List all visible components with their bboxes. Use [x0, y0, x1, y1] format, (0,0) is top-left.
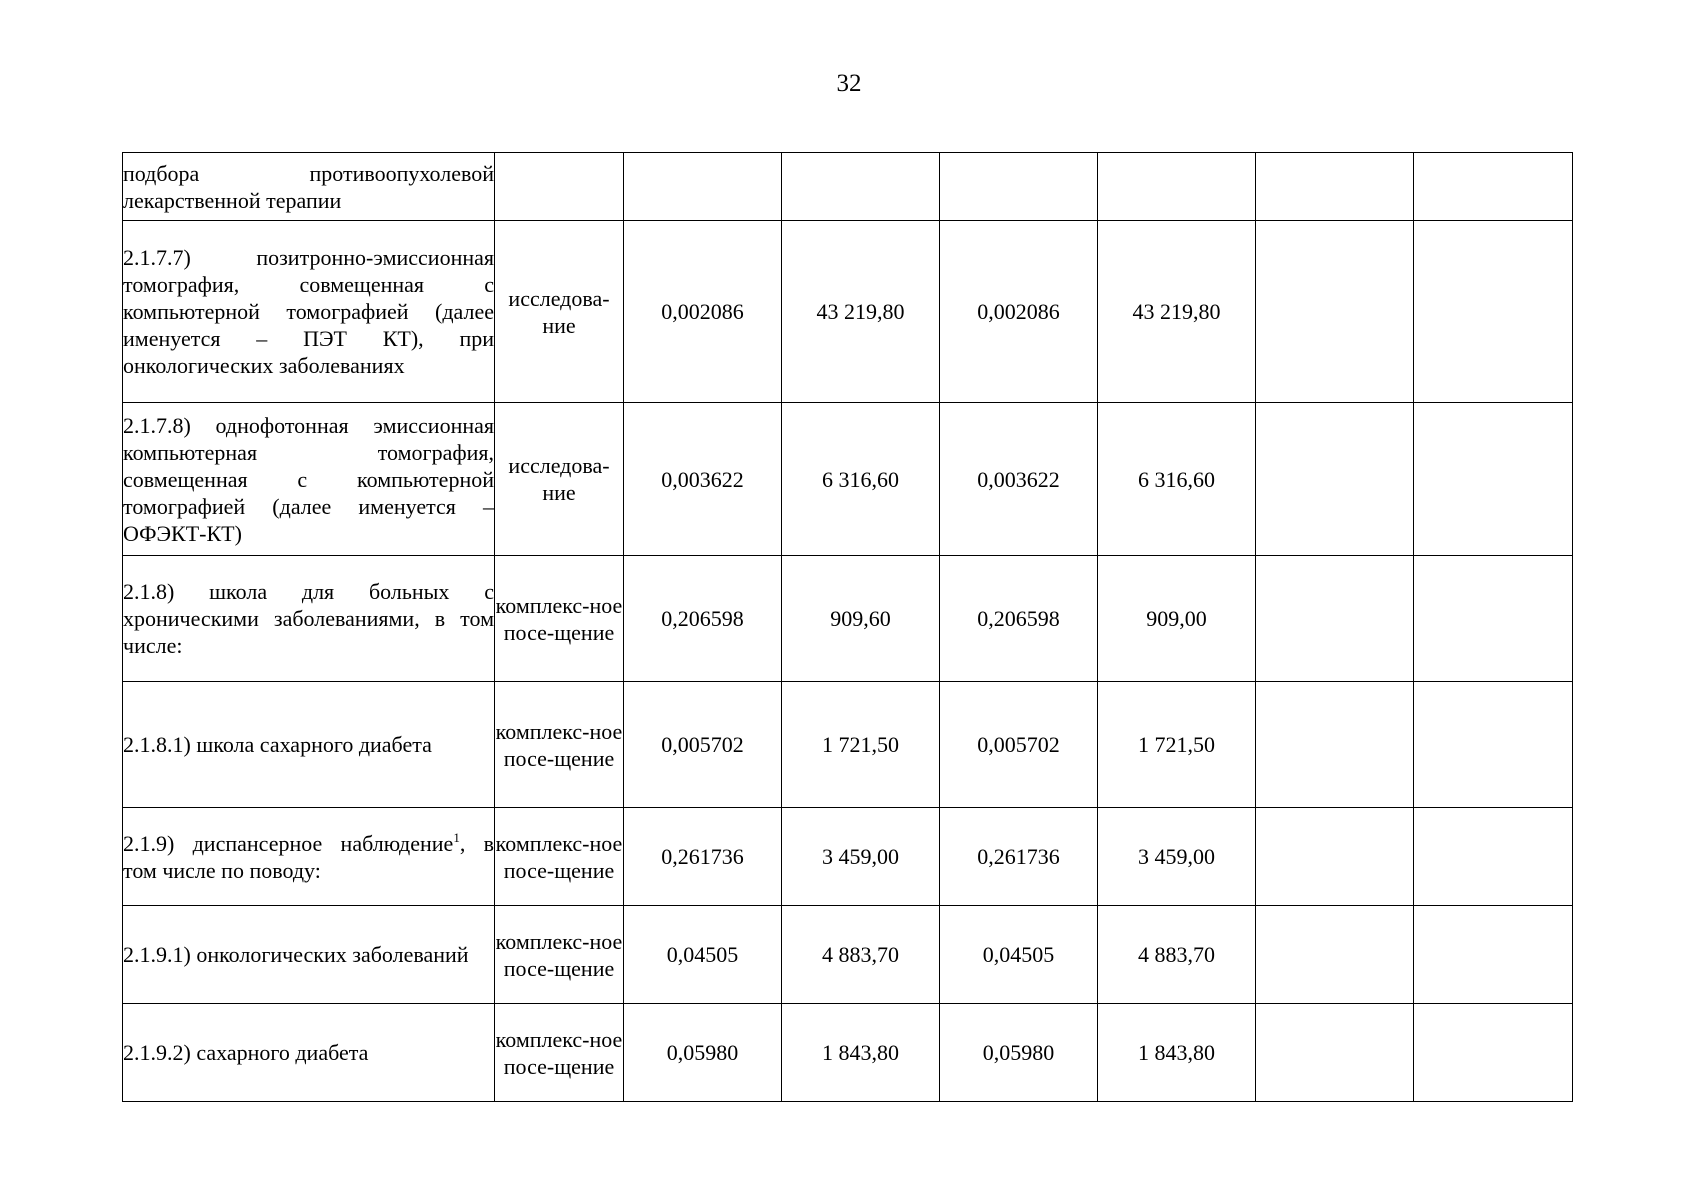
cell-volume-norm-3 — [1256, 906, 1414, 1004]
row-description-tail: , в том числе по поводу: — [123, 830, 494, 883]
page-number: 32 — [836, 70, 862, 97]
row-unit: комплекс-ное посе-щение — [495, 906, 624, 1004]
cell-volume-norm-3 — [1256, 153, 1414, 221]
cell-volume-norm: 0,005702 — [624, 682, 782, 808]
table-row — [123, 1004, 1573, 1102]
table-row — [123, 153, 1573, 221]
row-description-text: 2.1.9) диспансерное наблюдение — [123, 830, 454, 856]
cell-volume-norm-3 — [1256, 221, 1414, 403]
cell-cost-norm-2: 909,00 — [1098, 556, 1256, 682]
cell-cost-norm-3 — [1414, 906, 1573, 1004]
row-unit: исследова-ние — [495, 403, 624, 556]
cell-cost-norm: 1 721,50 — [782, 682, 940, 808]
cell-cost-norm-3 — [1414, 153, 1573, 221]
cell-cost-norm: 43 219,80 — [782, 221, 940, 403]
row-unit: комплекс-ное посе-щение — [495, 808, 624, 906]
cell-cost-norm-3 — [1414, 1004, 1573, 1102]
cell-cost-norm-2: 3 459,00 — [1098, 808, 1256, 906]
cell-volume-norm: 0,05980 — [624, 1004, 782, 1102]
cell-cost-norm — [782, 153, 940, 221]
row-unit: комплекс-ное посе-щение — [495, 682, 624, 808]
cell-cost-norm: 909,60 — [782, 556, 940, 682]
row-unit: комплекс-ное посе-щение — [495, 1004, 624, 1102]
cell-cost-norm-2: 4 883,70 — [1098, 906, 1256, 1004]
row-description: 2.1.8) школа для больных с хроническими заболеваниями, в том числе: — [123, 556, 495, 682]
cell-volume-norm-2: 0,04505 — [940, 906, 1098, 1004]
cell-volume-norm-2: 0,261736 — [940, 808, 1098, 906]
cell-cost-norm: 4 883,70 — [782, 906, 940, 1004]
row-unit — [495, 153, 624, 221]
cell-cost-norm-2: 1 721,50 — [1098, 682, 1256, 808]
row-description: 2.1.7.7) позитронно-эмиссионная томография, совмещенная с компьютерной томографией (далее именуется – ПЭТ КТ), при онкологических заболеваниях — [123, 221, 495, 403]
row-description: подбора противоопухолевой лекарственной терапии — [123, 153, 495, 221]
cell-volume-norm-3 — [1256, 403, 1414, 556]
cell-cost-norm: 3 459,00 — [782, 808, 940, 906]
cell-volume-norm-2: 0,206598 — [940, 556, 1098, 682]
cell-cost-norm-3 — [1414, 808, 1573, 906]
cell-volume-norm-2 — [940, 153, 1098, 221]
cell-cost-norm-3 — [1414, 403, 1573, 556]
cell-cost-norm-3 — [1414, 556, 1573, 682]
cell-cost-norm: 1 843,80 — [782, 1004, 940, 1102]
cell-volume-norm-3 — [1256, 1004, 1414, 1102]
table-row — [123, 682, 1573, 808]
cell-volume-norm-2: 0,05980 — [940, 1004, 1098, 1102]
row-description: 2.1.7.8) однофотонная эмиссионная компьютерная томография, совмещенная с компьютерной томографией (далее именуется – ОФЭКТ-КТ) — [123, 403, 495, 556]
cell-volume-norm: 0,206598 — [624, 556, 782, 682]
cell-volume-norm: 0,003622 — [624, 403, 782, 556]
row-unit: комплекс-ное посе-щение — [495, 556, 624, 682]
cell-volume-norm-2: 0,005702 — [940, 682, 1098, 808]
row-description — [123, 808, 495, 906]
cell-volume-norm-3 — [1256, 808, 1414, 906]
table-row — [123, 808, 1573, 906]
row-description: 2.1.9.1) онкологических заболеваний — [123, 906, 495, 1004]
cell-cost-norm-3 — [1414, 682, 1573, 808]
row-unit: исследова-ние — [495, 221, 624, 403]
row-description: 2.1.8.1) школа сахарного диабета — [123, 682, 495, 808]
table-row — [123, 221, 1573, 403]
cell-volume-norm-3 — [1256, 682, 1414, 808]
cell-cost-norm-2 — [1098, 153, 1256, 221]
footnote-marker: 1 — [453, 829, 460, 845]
cell-volume-norm: 0,261736 — [624, 808, 782, 906]
cell-volume-norm: 0,002086 — [624, 221, 782, 403]
cell-cost-norm-2: 6 316,60 — [1098, 403, 1256, 556]
cell-cost-norm-2: 1 843,80 — [1098, 1004, 1256, 1102]
table-row — [123, 556, 1573, 682]
cell-volume-norm-2: 0,003622 — [940, 403, 1098, 556]
cell-cost-norm-2: 43 219,80 — [1098, 221, 1256, 403]
cell-volume-norm-2: 0,002086 — [940, 221, 1098, 403]
cell-volume-norm — [624, 153, 782, 221]
cell-cost-norm: 6 316,60 — [782, 403, 940, 556]
cell-volume-norm-3 — [1256, 556, 1414, 682]
row-description: 2.1.9.2) сахарного диабета — [123, 1004, 495, 1102]
table-row — [123, 906, 1573, 1004]
table-row — [123, 403, 1573, 556]
cell-cost-norm-3 — [1414, 221, 1573, 403]
data-table — [122, 152, 1573, 1102]
cell-volume-norm: 0,04505 — [624, 906, 782, 1004]
